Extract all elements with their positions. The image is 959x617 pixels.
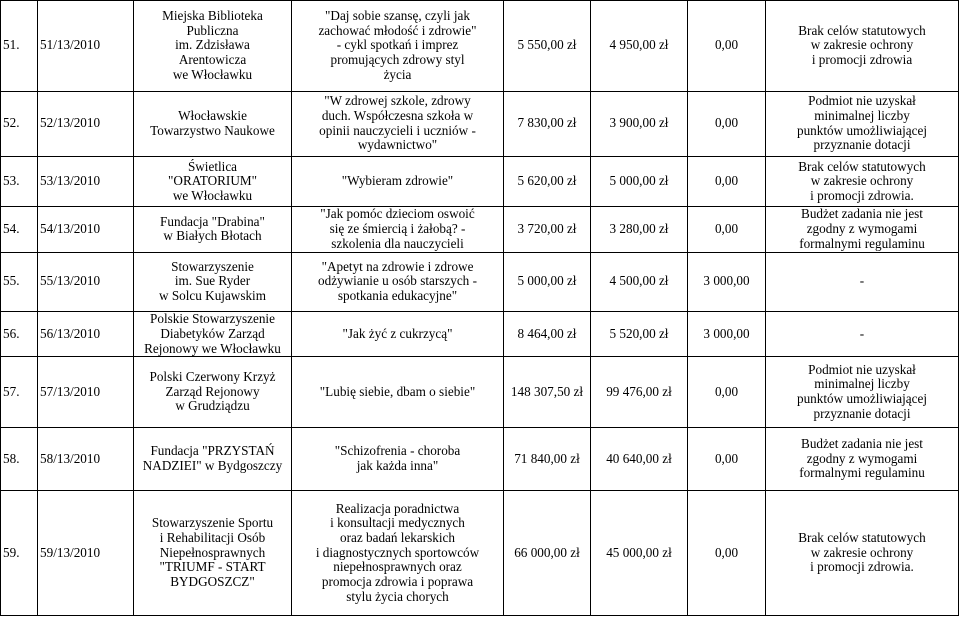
remarks: Podmiot nie uzyskał minimalnej liczby punktów umożliwiającej przyznanie dotacji: [766, 357, 959, 427]
remarks: Budżet zadania nie jest zgodny z wymogami formalnymi regulaminu: [766, 427, 959, 490]
requested-amount: 40 640,00 zł: [591, 427, 688, 490]
granted-amount: 0,00: [688, 156, 766, 206]
organization-name: Miejska Biblioteka Publiczna im. Zdzisława Arentowicza we Włocławku: [134, 1, 292, 92]
organization-name: Fundacja "PRZYSTAŃ NADZIEI" w Bydgoszczy: [134, 427, 292, 490]
remarks: Brak celów statutowych w zakresie ochrony i promocji zdrowia.: [766, 156, 959, 206]
table-row: [1, 1, 959, 92]
remarks: Brak celów statutowych w zakresie ochrony i promocji zdrowia.: [766, 491, 959, 616]
total-cost: 5 620,00 zł: [504, 156, 591, 206]
row-number: 51.: [1, 1, 38, 92]
application-number: 58/13/2010: [38, 427, 134, 490]
remarks: Budżet zadania nie jest zgodny z wymogami formalnymi regulaminu: [766, 207, 959, 252]
total-cost: 5 550,00 zł: [504, 1, 591, 92]
task-title: "Jak żyć z cukrzycą": [292, 311, 504, 356]
application-number: 54/13/2010: [38, 207, 134, 252]
requested-amount: 5 520,00 zł: [591, 311, 688, 356]
task-title: "Wybieram zdrowie": [292, 156, 504, 206]
task-title: "Lubię siebie, dbam o siebie": [292, 357, 504, 427]
application-number: 52/13/2010: [38, 91, 134, 156]
row-number: 54.: [1, 207, 38, 252]
requested-amount: 4 950,00 zł: [591, 1, 688, 92]
table-row: [1, 357, 959, 427]
task-title: "W zdrowej szkole, zdrowy duch. Współczesna szkoła w opinii nauczycieli i uczniów - wydawnictwo": [292, 91, 504, 156]
requested-amount: 99 476,00 zł: [591, 357, 688, 427]
table-row: [1, 311, 959, 356]
organization-name: Fundacja "Drabina" w Białych Błotach: [134, 207, 292, 252]
task-title: "Apetyt na zdrowie i zdrowe odżywianie u osób starszych - spotkania edukacyjne": [292, 252, 504, 311]
application-number: 57/13/2010: [38, 357, 134, 427]
granted-amount: 0,00: [688, 427, 766, 490]
remarks: Brak celów statutowych w zakresie ochrony i promocji zdrowia: [766, 1, 959, 92]
granted-amount: 0,00: [688, 1, 766, 92]
application-number: 55/13/2010: [38, 252, 134, 311]
remarks: -: [766, 252, 959, 311]
granted-amount: 0,00: [688, 207, 766, 252]
granted-amount: 0,00: [688, 491, 766, 616]
total-cost: 3 720,00 zł: [504, 207, 591, 252]
organization-name: Polskie Stowarzyszenie Diabetyków Zarząd Rejonowy we Włocławku: [134, 311, 292, 356]
total-cost: 148 307,50 zł: [504, 357, 591, 427]
row-number: 52.: [1, 91, 38, 156]
row-number: 57.: [1, 357, 38, 427]
task-title: "Schizofrenia - choroba jak każda inna": [292, 427, 504, 490]
organization-name: Świetlica "ORATORIUM" we Włocławku: [134, 156, 292, 206]
application-number: 51/13/2010: [38, 1, 134, 92]
organization-name: Włocławskie Towarzystwo Naukowe: [134, 91, 292, 156]
organization-name: Polski Czerwony Krzyż Zarząd Rejonowy w Grudziądzu: [134, 357, 292, 427]
granted-amount: 0,00: [688, 357, 766, 427]
total-cost: 8 464,00 zł: [504, 311, 591, 356]
application-number: 56/13/2010: [38, 311, 134, 356]
row-number: 53.: [1, 156, 38, 206]
organization-name: Stowarzyszenie im. Sue Ryder w Solcu Kujawskim: [134, 252, 292, 311]
application-number: 59/13/2010: [38, 491, 134, 616]
task-title: "Daj sobie szansę, czyli jak zachować młodość i zdrowie" - cykl spotkań i imprez promujących zdrowy styl życia: [292, 1, 504, 92]
total-cost: 66 000,00 zł: [504, 491, 591, 616]
table-row: [1, 252, 959, 311]
table-row: [1, 427, 959, 490]
row-number: 56.: [1, 311, 38, 356]
granted-amount: 3 000,00: [688, 311, 766, 356]
row-number: 58.: [1, 427, 38, 490]
application-number: 53/13/2010: [38, 156, 134, 206]
requested-amount: 45 000,00 zł: [591, 491, 688, 616]
total-cost: 71 840,00 zł: [504, 427, 591, 490]
table-row: [1, 491, 959, 616]
remarks: -: [766, 311, 959, 356]
organization-name: Stowarzyszenie Sportu i Rehabilitacji Osób Niepełnosprawnych "TRIUMF - START BYDGOSZCZ": [134, 491, 292, 616]
row-number: 55.: [1, 252, 38, 311]
table-row: [1, 156, 959, 206]
table-row: [1, 207, 959, 252]
total-cost: 7 830,00 zł: [504, 91, 591, 156]
granted-amount: 0,00: [688, 91, 766, 156]
row-number: 59.: [1, 491, 38, 616]
task-title: Realizacja poradnictwa i konsultacji medycznych oraz badań lekarskich i diagnostycznych sportowców niepełnosprawnych oraz promocja zdrowia i poprawa stylu życia chorych: [292, 491, 504, 616]
grants-table-body: [1, 1, 959, 616]
requested-amount: 4 500,00 zł: [591, 252, 688, 311]
table-row: [1, 91, 959, 156]
remarks: Podmiot nie uzyskał minimalnej liczby punktów umożliwiającej przyznanie dotacji: [766, 91, 959, 156]
requested-amount: 3 280,00 zł: [591, 207, 688, 252]
requested-amount: 3 900,00 zł: [591, 91, 688, 156]
requested-amount: 5 000,00 zł: [591, 156, 688, 206]
total-cost: 5 000,00 zł: [504, 252, 591, 311]
task-title: "Jak pomóc dzieciom oswoić się ze śmiercią i żałobą? - szkolenia dla nauczycieli: [292, 207, 504, 252]
granted-amount: 3 000,00: [688, 252, 766, 311]
